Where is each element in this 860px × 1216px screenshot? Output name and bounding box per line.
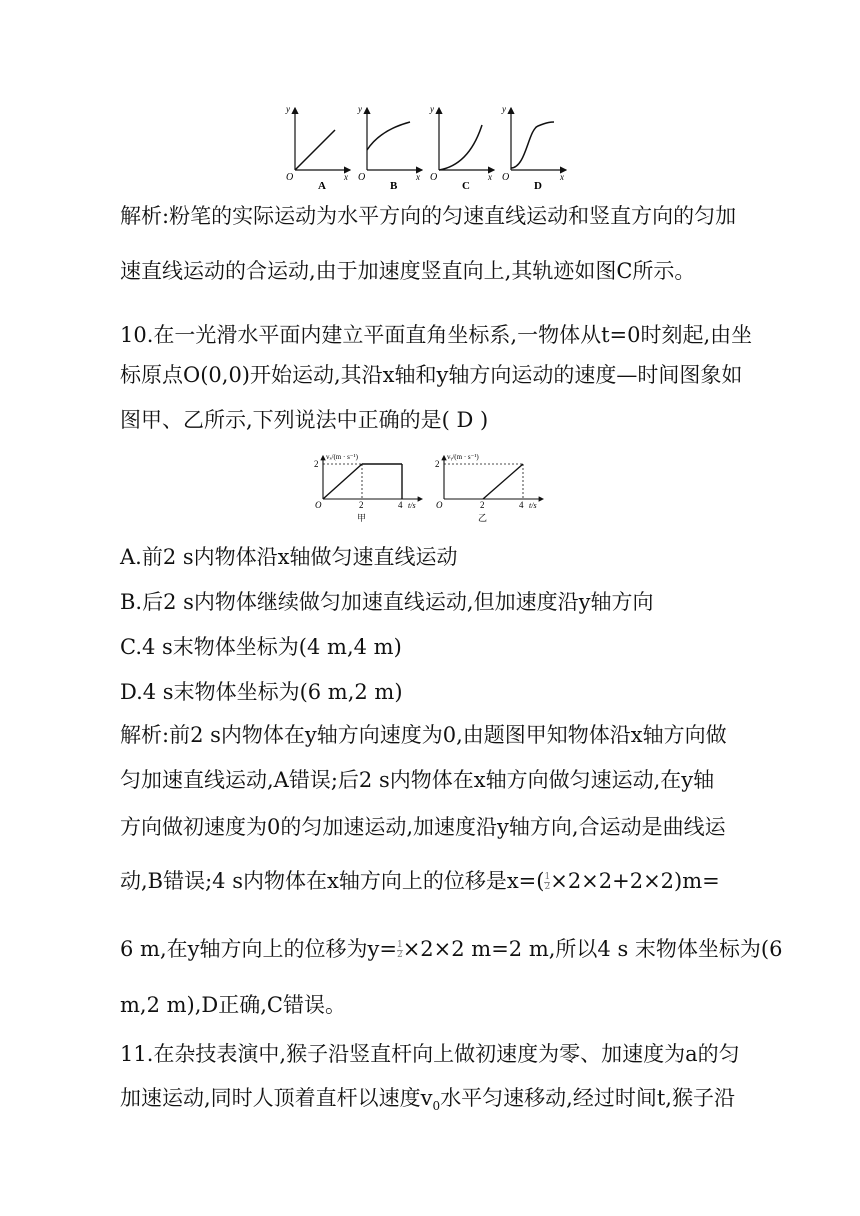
q10-line1: 10.在一光滑水平面内建立平面直角坐标系,一物体从t=0时刻起,由坐 <box>120 323 753 347</box>
trajectory-options-figure <box>280 100 580 195</box>
graph-label-c: C <box>462 180 470 192</box>
analysis2-line4-start: 动,B错误;4 s内物体在x轴方向上的位移是x=( <box>120 869 545 893</box>
axis-x-label: x <box>560 172 564 182</box>
option-c: C.4 s末物体坐标为(4 m,4 m) <box>120 635 402 659</box>
analysis2-line6: m,2 m),D正确,C错误。 <box>120 993 346 1017</box>
vx-graph <box>314 453 422 523</box>
vy-ytick: 2 <box>435 459 440 469</box>
trajectory-curve-d <box>511 122 554 168</box>
graph-b <box>357 104 422 192</box>
option-a: A.前2 s内物体沿x轴做匀速直线运动 <box>120 545 458 569</box>
axis-y-label: y <box>502 104 506 114</box>
analysis2-line1: 解析:前2 s内物体在y轴方向速度为0,由题图甲知物体沿x轴方向做 <box>120 723 727 747</box>
option-d: D.4 s末物体坐标为(6 m,2 m) <box>120 680 403 704</box>
graph-label-d: D <box>534 180 542 192</box>
analysis2-line5-end: ×2×2 m=2 m,所以4 s 末物体坐标为(6 <box>402 937 783 961</box>
analysis1-line1: 解析:粉笔的实际运动为水平方向的匀速直线运动和竖直方向的匀加 <box>120 204 737 228</box>
trajectory-line-a <box>295 130 335 170</box>
graph-a <box>285 104 350 192</box>
trajectory-curve-c <box>439 125 482 170</box>
vx-caption: 甲 <box>357 513 367 523</box>
vx-xlabel: t/s <box>408 501 416 510</box>
axis-x-label: x <box>488 172 492 182</box>
axis-y-label: y <box>358 104 362 114</box>
analysis2-line4-end: ×2×2+2×2)m= <box>550 869 720 893</box>
origin-label: O <box>502 172 510 183</box>
graph-c <box>429 104 494 192</box>
graph-d <box>501 104 566 192</box>
axis-y-label: y <box>430 104 434 114</box>
graph-label-b: B <box>390 180 398 192</box>
vy-xlabel: t/s <box>529 501 537 510</box>
axis-x-label: x <box>416 172 420 182</box>
axis-y-label: y <box>286 104 290 114</box>
q11-subscript: 0 <box>432 1099 441 1114</box>
q11-line2-start: 加速运动,同时人顶着直杆以速度v <box>120 1086 433 1110</box>
graph-label-a: A <box>318 180 326 192</box>
q11-line2 <box>120 1083 735 1121</box>
q10-line3: 图甲、乙所示,下列说法中正确的是( D ) <box>120 408 489 432</box>
vy-origin: O <box>436 500 443 510</box>
fraction-half: $\frac{1}{2}$ <box>544 872 551 892</box>
vx-ytick: 2 <box>314 459 319 469</box>
vy-caption: 乙 <box>478 513 488 523</box>
analysis1-line2: 速直线运动的合运动,由于加速度竖直向上,其轨迹如图C所示。 <box>120 259 696 283</box>
analysis2-line3: 方向做初速度为0的匀加速运动,加速度沿y轴方向,合运动是曲线运 <box>120 815 726 839</box>
vx-xtick-2: 2 <box>359 500 364 510</box>
trajectory-curve-b <box>367 122 410 150</box>
q11-line2-end: 水平匀速移动,经过时间t,猴子沿 <box>440 1086 735 1110</box>
fraction-half: $\frac{1}{2}$ <box>396 940 403 960</box>
q11-line1: 11.在杂技表演中,猴子沿竖直杆向上做初速度为零、加速度为a的匀 <box>120 1042 740 1066</box>
vy-graph <box>435 453 543 523</box>
velocity-time-figure <box>310 452 555 532</box>
vy-ramp <box>483 464 523 499</box>
vx-ramp <box>323 464 362 499</box>
origin-label: O <box>358 172 366 183</box>
vy-xtick-4: 4 <box>519 500 524 510</box>
analysis2-line4 <box>120 866 720 896</box>
vy-xtick-2: 2 <box>480 500 485 510</box>
analysis2-line5-start: 6 m,在y轴方向上的位移为y= <box>120 937 397 961</box>
vx-ylabel: vₓ/(m · s⁻¹) <box>326 453 358 461</box>
vx-origin: O <box>315 500 322 510</box>
analysis2-line2: 匀加速直线运动,A错误;后2 s内物体在x轴方向做匀速运动,在y轴 <box>120 768 715 792</box>
q10-line2: 标原点O(0,0)开始运动,其沿x轴和y轴方向运动的速度—时间图象如 <box>120 363 743 387</box>
vy-ylabel: vᵧ/(m · s⁻¹) <box>447 453 479 461</box>
option-b: B.后2 s内物体继续做匀加速直线运动,但加速度沿y轴方向 <box>120 590 654 614</box>
analysis2-line5 <box>120 934 782 964</box>
vx-xtick-4: 4 <box>398 500 403 510</box>
origin-label: O <box>286 172 294 183</box>
axis-x-label: x <box>344 172 348 182</box>
origin-label: O <box>430 172 438 183</box>
